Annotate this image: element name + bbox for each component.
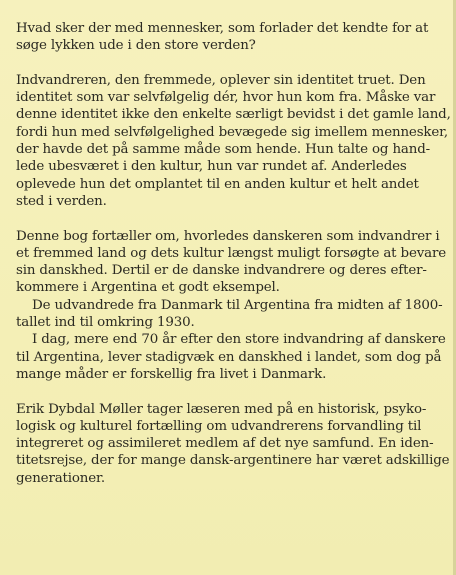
paragraph-gap [16, 383, 446, 400]
text-line: Hvad sker der med mennesker, som forlader det kendte for at [16, 21, 429, 36]
text-line: identitet som var selvfølgelig dér, hvor hun kom fra. Måske var [16, 90, 436, 106]
text-line: titetsrejse, der for mange dansk-argentinere har været adskillige [16, 453, 450, 469]
text-line: generationer. [16, 470, 105, 486]
text-line: oplevede hun det omplantet til en anden kultur et helt andet [16, 176, 419, 192]
text-line: der havde det på samme måde som hende. Hun talte og hand- [16, 142, 431, 158]
text-line: kommere i Argentina et godt eksempel. [16, 280, 280, 296]
text-line: integreret og assimileret medlem af det nye samfund. En iden- [16, 436, 434, 452]
text-line: til Argentina, lever stadigvæk en danskhed i landet, som dog på [16, 349, 442, 365]
text-line: tallet ind til omkring 1930. [16, 315, 195, 331]
text-line: fordi hun med selvfølgelighed bevægede sig imellem mennesker, [16, 124, 449, 140]
text-line: I dag, mere end 70 år efter den store indvandring af danskere [32, 332, 446, 348]
text-line: Indvandreren, den fremmede, oplever sin identitet truet. Den [16, 72, 426, 88]
text-line: sin danskhed. Dertil er de danske indvandrere og deres efter- [16, 263, 427, 279]
text-line: lede ubesværet i den kultur, hun var rundet af. Anderledes [16, 159, 407, 175]
paragraph-gap [16, 55, 446, 72]
text-line: logisk og kulturel fortælling om udvandrerens forvandling til [16, 418, 422, 434]
text-line: sted i verden. [16, 193, 107, 209]
paragraph-gap [16, 210, 446, 227]
text-line: mange måder er forskellig fra livet i Danmark. [16, 366, 327, 382]
text-line: De udvandrede fra Danmark til Argentina fra midten af 1800- [32, 297, 443, 313]
text-line: et fremmed land og dets kultur længst muligt forsøgte at bevare [16, 245, 446, 261]
text-line: Denne bog fortæller om, hvorledes danskeren som indvandrer i [16, 228, 440, 244]
text-line: søge lykken ude i den store verden? [16, 38, 256, 54]
text-line: denne identitet ikke den enkelte særligt bevidst i det gamle land, [16, 107, 451, 123]
cover-text [16, 20, 451, 487]
text-line: Erik Dybdal Møller tager læseren med på en historisk, psyko- [16, 401, 427, 417]
